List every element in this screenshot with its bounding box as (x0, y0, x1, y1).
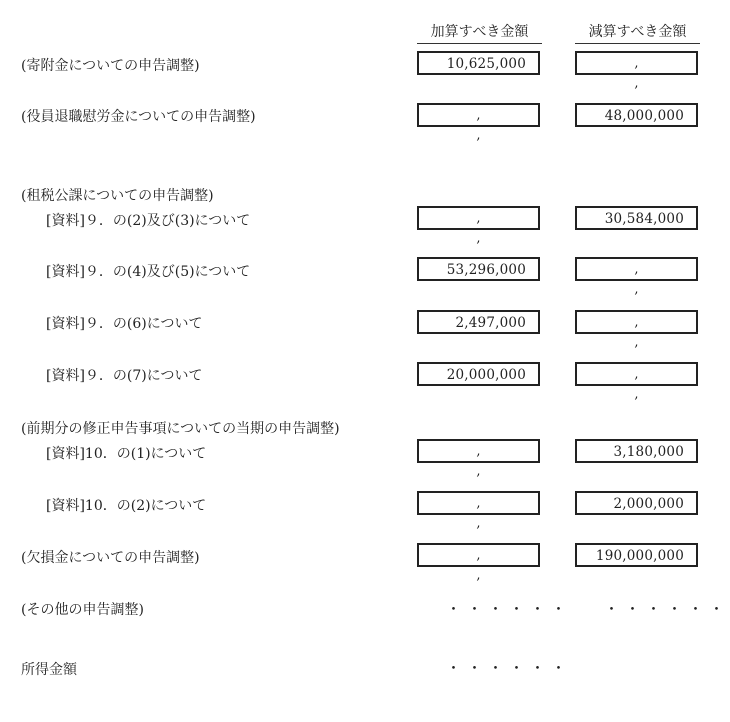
header-subtract-amount: 減算すべき金額 (575, 22, 700, 44)
sub-field-material-9-4-5[interactable] (575, 257, 698, 297)
add-value-donation: 10,625,000 (446, 56, 526, 72)
blank-marks: , , (634, 315, 673, 350)
blank-marks: , , (476, 444, 515, 479)
add-value-material-9-7: 20,000,000 (446, 367, 526, 383)
sub-dots-other: ・・・・・・ (604, 600, 730, 618)
add-field-material-9-2-3[interactable] (417, 206, 540, 246)
add-value-material-9-6: 2,497,000 (455, 315, 526, 331)
label-material-9-4-5: [資料]９．の(4)及び(5)について (46, 264, 251, 280)
sub-field-material-10-1[interactable] (575, 439, 698, 463)
header-add-amount: 加算すべき金額 (417, 22, 542, 44)
sub-value-material-10-2: 2,000,000 (613, 496, 684, 512)
add-field-material-9-4-5[interactable] (417, 257, 540, 281)
blank-marks: , , (476, 548, 515, 583)
sub-field-material-10-2[interactable] (575, 491, 698, 515)
add-field-material-9-6[interactable] (417, 310, 540, 334)
sub-field-donation[interactable] (575, 51, 698, 91)
sub-field-material-9-6[interactable] (575, 310, 698, 350)
label-income-amount: 所得金額 (21, 662, 77, 678)
add-field-material-10-2[interactable] (417, 491, 540, 531)
add-field-material-10-1[interactable] (417, 439, 540, 479)
sub-field-officer-retirement[interactable] (575, 103, 698, 127)
add-dots-other: ・・・・・・ (446, 600, 573, 618)
label-material-9-7: [資料]９．の(7)について (46, 368, 203, 384)
sub-value-officer-retirement: 48,000,000 (604, 108, 684, 124)
add-value-material-9-4-5: 53,296,000 (446, 262, 526, 278)
blank-marks: , , (476, 108, 515, 143)
label-material-10-1: [資料]10．の(1)について (46, 446, 207, 462)
label-prior-period-adjustment: (前期分の修正申告事項についての当期の申告調整) (21, 421, 340, 437)
add-dots-income: ・・・・・・ (446, 659, 573, 677)
label-material-9-6: [資料]９．の(6)について (46, 316, 203, 332)
sub-field-material-9-7[interactable] (575, 362, 698, 402)
sub-value-material-9-2-3: 30,584,000 (604, 211, 684, 227)
add-field-donation[interactable] (417, 51, 540, 75)
label-material-9-2-3: [資料]９．の(2)及び(3)について (46, 213, 251, 229)
blank-marks: , , (634, 262, 673, 297)
label-taxes-adjustment: (租税公課についての申告調整) (21, 188, 214, 204)
label-deficit-adjustment: (欠損金についての申告調整) (21, 550, 200, 566)
add-field-deficit[interactable] (417, 543, 540, 583)
blank-marks: , , (476, 211, 515, 246)
sub-value-material-10-1: 3,180,000 (613, 444, 684, 460)
blank-marks: , , (634, 367, 673, 402)
sub-field-deficit[interactable] (575, 543, 698, 567)
blank-marks: , , (634, 56, 673, 91)
label-officer-retirement-adjustment: (役員退職慰労金についての申告調整) (21, 109, 256, 125)
sub-value-deficit: 190,000,000 (595, 548, 684, 564)
label-other-adjustment: (その他の申告調整) (21, 602, 144, 618)
add-field-officer-retirement[interactable] (417, 103, 540, 143)
label-donation-adjustment: (寄附金についての申告調整) (21, 58, 200, 74)
add-field-material-9-7[interactable] (417, 362, 540, 386)
sub-field-material-9-2-3[interactable] (575, 206, 698, 230)
label-material-10-2: [資料]10．の(2)について (46, 498, 207, 514)
blank-marks: , , (476, 496, 515, 531)
